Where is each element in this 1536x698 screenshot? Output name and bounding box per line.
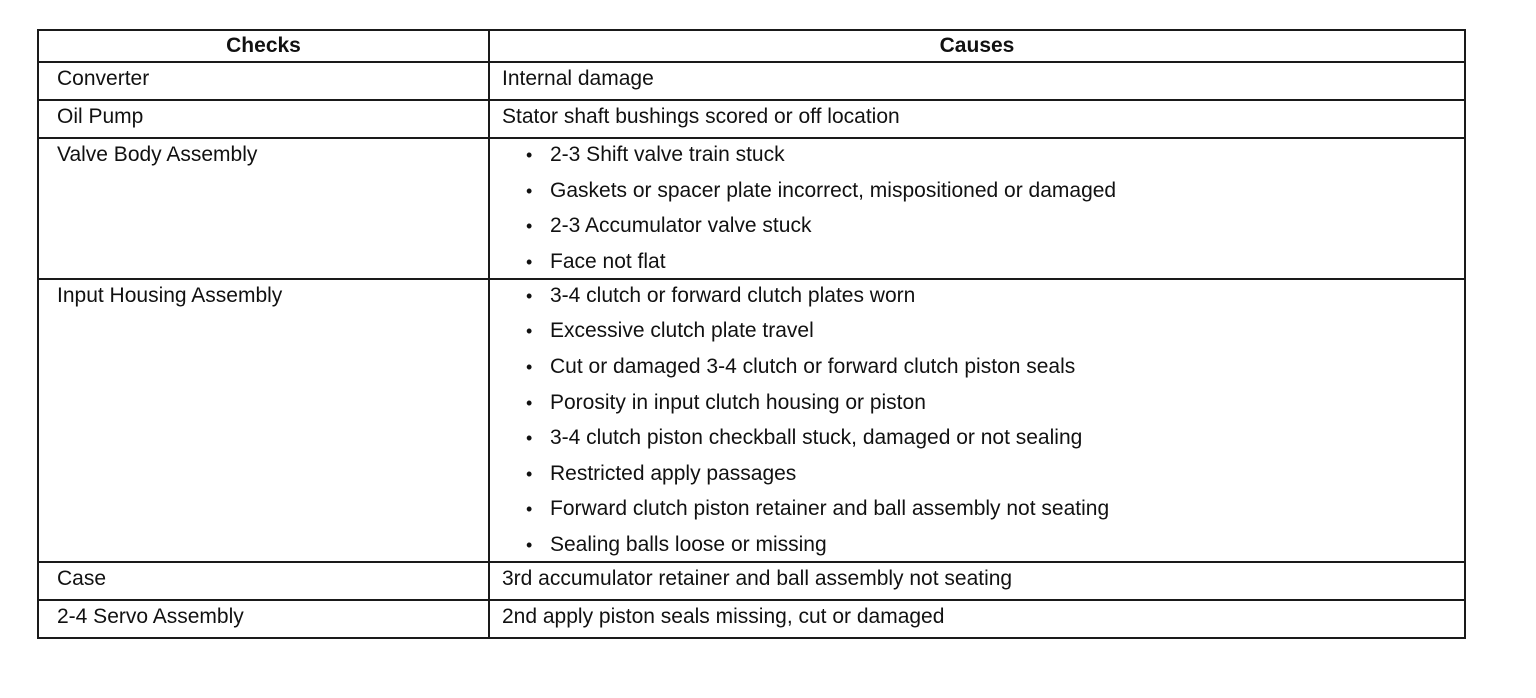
cause-list-item [502, 320, 1464, 356]
diagnosis-table [37, 29, 1466, 639]
cause-text: Excessive clutch plate travel [550, 319, 814, 343]
bullet-icon: • [526, 356, 533, 377]
cause-list [502, 144, 1464, 273]
cause-list-item [502, 144, 1464, 180]
table-row [38, 562, 1465, 600]
cause-cell [489, 138, 1465, 279]
bullet-icon: • [526, 216, 533, 237]
cause-text: Porosity in input clutch housing or piston [550, 390, 926, 414]
check-cell: Valve Body Assembly [38, 138, 489, 279]
cause-text: Cut or damaged 3-4 clutch or forward clutch piston seals [550, 354, 1076, 378]
causes-column-header: Causes [489, 30, 1465, 62]
check-cell: Input Housing Assembly [38, 279, 489, 562]
cause-cell: 3rd accumulator retainer and ball assembly not seating [489, 562, 1465, 600]
table-row [38, 279, 1465, 562]
cause-cell: Internal damage [489, 62, 1465, 100]
bullet-icon: • [526, 321, 533, 342]
bullet-icon: • [526, 428, 533, 449]
cause-cell: Stator shaft bushings scored or off location [489, 100, 1465, 138]
cause-text: Gaskets or spacer plate incorrect, mispositioned or damaged [550, 178, 1117, 202]
cause-list-item [502, 285, 1464, 321]
bullet-icon: • [526, 285, 533, 306]
bullet-icon: • [526, 392, 533, 413]
cause-text: Forward clutch piston retainer and ball assembly not seating [550, 497, 1110, 521]
table-row [38, 600, 1465, 638]
cause-text: Face not flat [550, 249, 666, 273]
check-cell: Converter [38, 62, 489, 100]
table-row [38, 138, 1465, 279]
check-cell: Case [38, 562, 489, 600]
cause-cell: 2nd apply piston seals missing, cut or damaged [489, 600, 1465, 638]
bullet-icon: • [526, 251, 533, 272]
cause-text: 2-3 Accumulator valve stuck [550, 214, 812, 238]
bullet-icon: • [526, 499, 533, 520]
bullet-icon: • [526, 463, 533, 484]
bullet-icon: • [526, 180, 533, 201]
cause-text: Restricted apply passages [550, 461, 797, 485]
bullet-icon: • [526, 534, 533, 555]
bullet-icon: • [526, 145, 533, 165]
cause-list-item [502, 392, 1464, 428]
cause-list-item [502, 356, 1464, 392]
cause-text: 2-3 Shift valve train stuck [550, 143, 785, 166]
table-row [38, 100, 1465, 138]
cause-text: Sealing balls loose or missing [550, 532, 827, 556]
cause-list [502, 285, 1464, 556]
cause-list-item [502, 463, 1464, 499]
cause-list-item [502, 251, 1464, 273]
cause-list-item [502, 534, 1464, 556]
cause-text: 3-4 clutch piston checkball stuck, damaged or not sealing [550, 426, 1083, 450]
checks-column-header: Checks [38, 30, 489, 62]
table-header-row [38, 30, 1465, 62]
check-cell: 2-4 Servo Assembly [38, 600, 489, 638]
cause-list-item [502, 215, 1464, 251]
cause-list-item [502, 427, 1464, 463]
cause-cell [489, 279, 1465, 562]
cause-list-item [502, 498, 1464, 534]
check-cell: Oil Pump [38, 100, 489, 138]
table-row [38, 62, 1465, 100]
cause-list-item [502, 180, 1464, 216]
cause-text: 3-4 clutch or forward clutch plates worn [550, 283, 916, 307]
